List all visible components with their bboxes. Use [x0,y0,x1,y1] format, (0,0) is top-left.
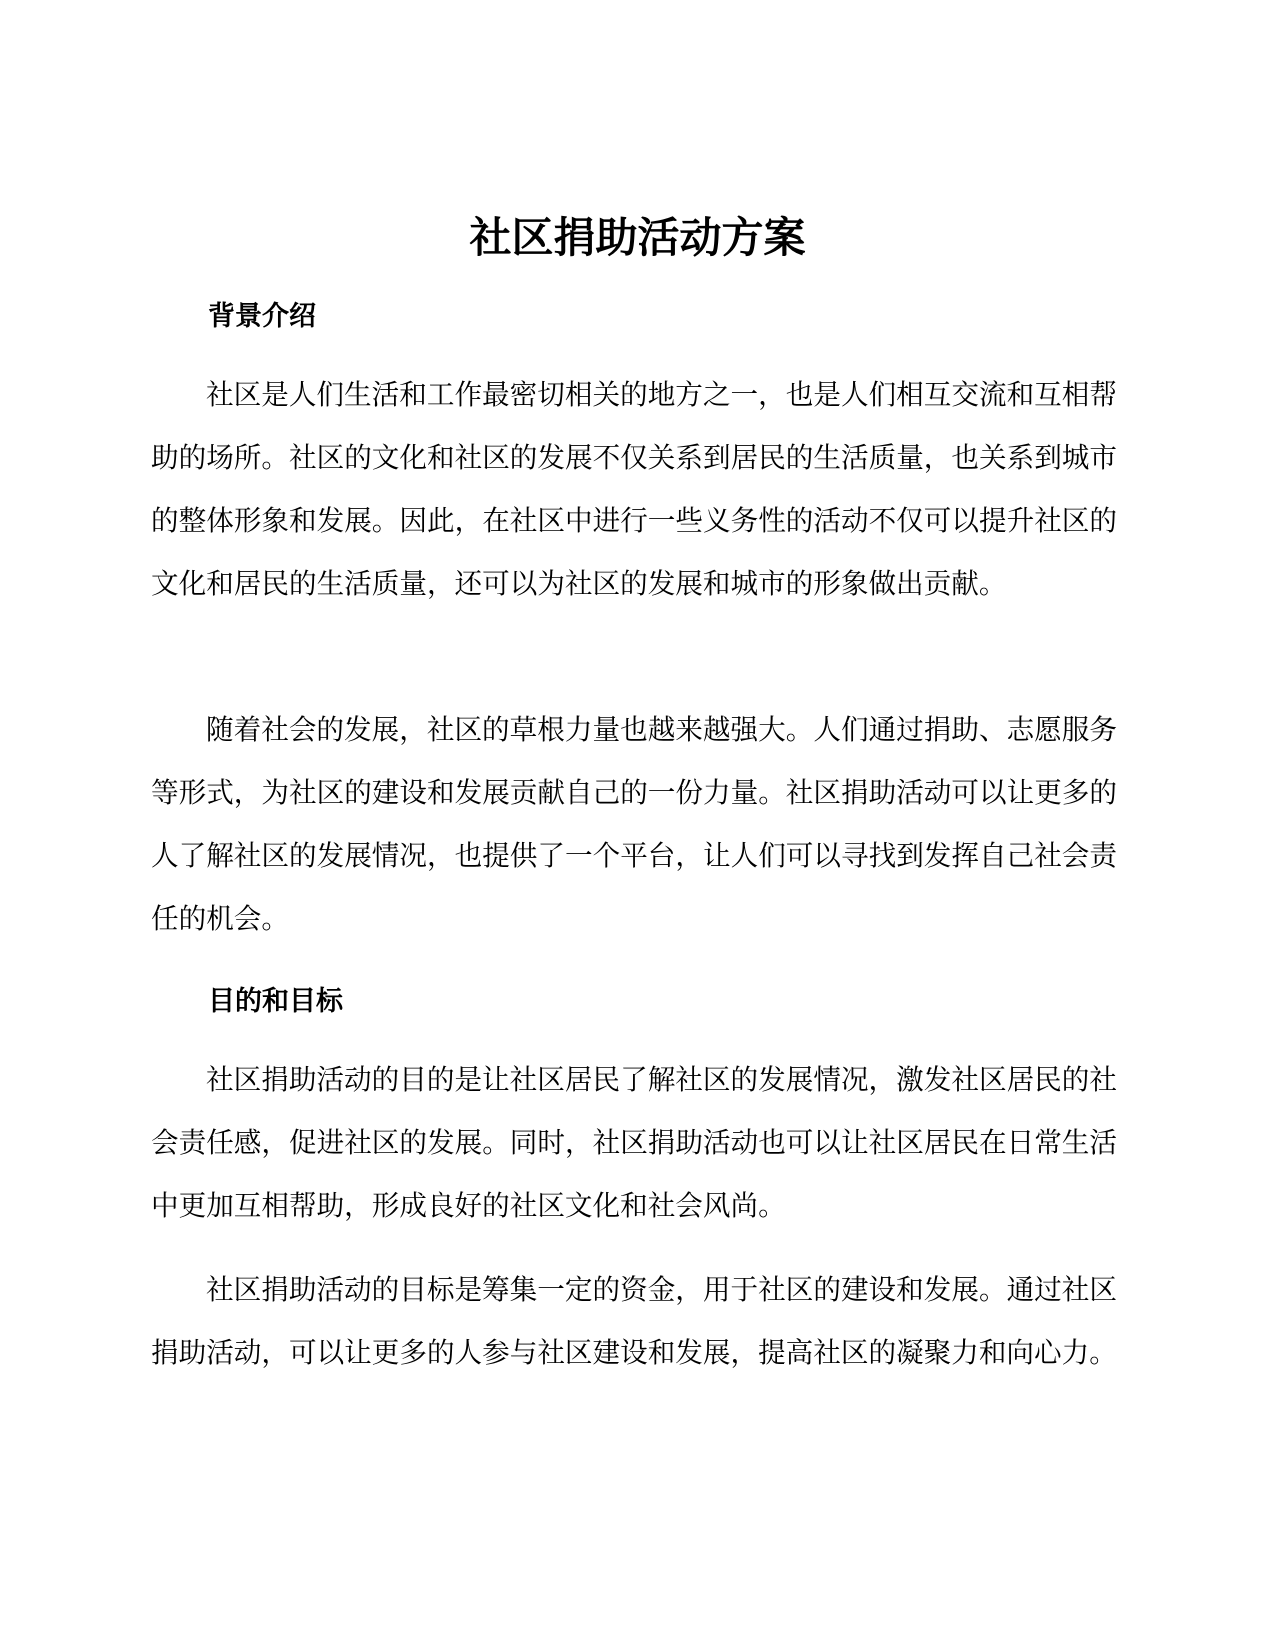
section-heading-background: 背景介绍 [208,301,316,332]
document-title: 社区捐助活动方案 [469,213,806,262]
paragraph: 社区捐助活动的目标是筹集一定的资金，用于社区的建设和发展。通过社区捐助活动，可以让更多的人参与社区建设和发展，提高社区的凝聚力和向心力。 [151,1273,1117,1369]
paragraph: 社区是人们生活和工作最密切相关的地方之一，也是人们相互交流和互相帮助的场所。社区的文化和社区的发展不仅关系到居民的生活质量，也关系到城市的整体形象和发展。因此，在社区中进行一些义务性的活动不仅可以提升社区的文化和居民的生活质量，还可以为社区的发展和城市的形象做出贡献。 [151,378,1117,600]
section-heading-goals: 目的和目标 [208,986,343,1017]
paragraph: 社区捐助活动的目的是让社区居民了解社区的发展情况，激发社区居民的社会责任感，促进社区的发展。同时，社区捐助活动也可以让社区居民在日常生活中更加互相帮助，形成良好的社区文化和社会风尚。 [151,1063,1117,1222]
paragraph: 随着社会的发展，社区的草根力量也越来越强大。人们通过捐助、志愿服务等形式，为社区的建设和发展贡献自己的一份力量。社区捐助活动可以让更多的人了解社区的发展情况，也提供了一个平台，让人们可以寻找到发挥自己社会责任的机会。 [151,713,1117,935]
